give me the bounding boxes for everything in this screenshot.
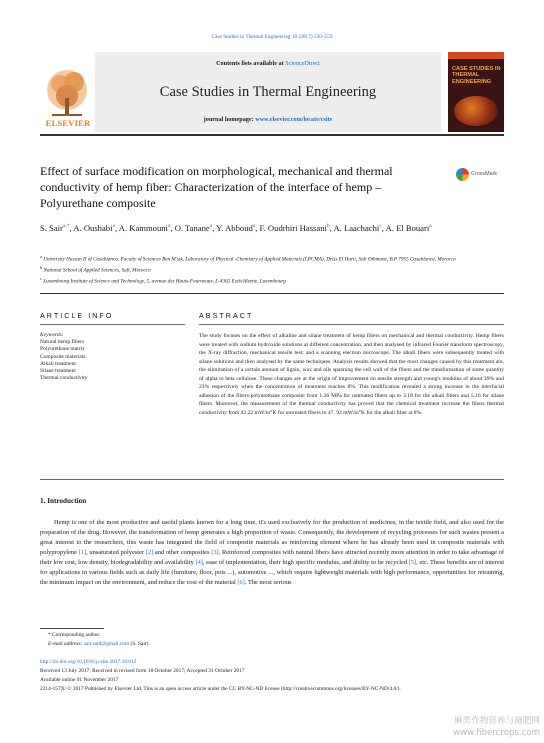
doi-link[interactable]: http://dx.doi.org/10.1016/j.csite.2017.10.012 [40,659,137,665]
author-affiliation-link[interactable]: a [429,223,432,229]
affiliation-item [40,264,504,275]
abstract-text: The study focuses on the effect of alkaline and silane treatment of hemp fibers on mechanical and thermal conductivity. Hemp fibers were treated with sodium hydroxide solutions at different concentration, and then analysed by infrared Fourier transform spectroscopy, the X-ray diffraction, mechanical tensile test; and a scanning electron microscope. The alkali fibers were subsequently treated with silane solutions and then analysed by the same techniques. Analysis results showed that the most changes caused by this treatment are, the elimination of a certain amount of lignin, wax and oils spanning the cell wall of the fibers and the transformation of some quantity of alpha to beta cellulose. These changes are at the origin of improvement on tensile strength and young's modulus of about 39% and 23% respectively when the concentration of treatment reaches 8%. This modification revealed a strong increase in the interfacial adhesion of the fibers-polyurethane composite from 1.26 MPa for untreated fibers up to 3.18 for the alkali fibers and 5.16 for silane fibers. Moreover, the measurement of the thermal conductivity has proved that the chemical treatment increase the fibers thermal conductivity from 42.22 mW/m°K for untreated fibers to 47, 92 mW/m°K for the alkali fiber at 8%. [199,333,504,416]
reference-link[interactable]: [1] [78,549,87,556]
author-affiliation-link[interactable]: c [379,223,382,229]
crossmark-label[interactable]: CrossMark [471,171,498,177]
contents-prefix: Contents lists available at [216,60,284,67]
homepage-label: journal homepage: [203,116,254,123]
keyword-item: Silane treatment [40,368,76,375]
intro-text: , ease of implementation, their high specific modulus, and ability to be recycled [202,559,409,566]
intro-text: . Reinforced composites with natural fibers have attracted recently more attention in order to take advantage of their low cost, low density, biodegradability and availability [40,549,504,566]
author-name: Y. Abboud [216,222,253,233]
elsevier-wordmark: ELSEVIER [45,118,91,128]
footnote-rule [40,628,104,629]
site-watermark [380,715,540,739]
reference-link[interactable]: [5] [408,559,417,566]
author-name: A. El Bouari [385,222,430,233]
affiliation-marker: b [40,265,43,271]
author-list: S. Sair$^{a,*}$, A. Oushabi$^a$, A. Kammouni$^a$, O. Tanane$^a$, Y. Abboud$^a$, F. Oudrhiri Hassani$^b$, A. Laachachi$^c$, A. El Bouari$^a$ [40,222,432,233]
contents-available [96,60,440,67]
introduction-heading: 1. Introduction [40,497,87,505]
affiliation-item [40,253,504,264]
received-dates: Received 13 July 2017; Received in revised form 18 October 2017; Accepted 31 October 2017 [40,668,245,674]
keyword-item: Natural hemp fibers [40,339,84,346]
cover-artwork [454,96,498,126]
author-affiliation-link[interactable]: a,* [62,223,70,229]
keywords-list [40,339,185,382]
intro-text: . The most serious [244,579,292,586]
affiliation-item [40,275,504,286]
keyword-item: Composite materials [40,353,86,360]
affiliation-text: University Hassan II of Casablanca, Faculty of Sciences Ben M'sik, Laboratory of Physical -Chemistry of Applied Materials (LPCMA), Driss El Harti, Sidi Othmane, B.P 7955 Casablanca, Morocco [41,256,456,263]
masthead-rule [40,134,504,136]
author-affiliation-link[interactable]: a [167,223,171,229]
keywords-block [40,332,185,382]
corresponding-author-note: * Corresponding author. [48,632,101,638]
keyword-item: Polyurethane matrix [40,346,85,353]
keyword-item: Thermal conductivity [40,375,88,382]
author-name: A. Kammouni [118,222,168,233]
introduction-paragraph [40,518,504,588]
affiliation-rule [40,293,504,294]
crossmark-icon[interactable] [456,168,469,181]
intro-text: , unsaturated polyester [86,549,146,556]
affiliations [40,253,504,286]
cover-stripe [448,52,504,59]
author-affiliation-link[interactable]: a [112,223,115,229]
author-name: A. Laachachi [333,222,380,233]
author-name: S. Sair [40,222,63,233]
abstract-rule [199,324,504,325]
homepage-link[interactable]: www.elsevier.com/locate/csite [255,116,333,123]
reference-link[interactable]: [4] [195,559,203,566]
author-name: F. Oudrhiri Hassani [259,222,327,233]
email-label: E-mail address: [48,641,83,647]
intro-text: Hemp is one of the most productive and useful plants known for a long time, it's used exclusively for the production of medicines, in the textile field, and also used for the preparation of the drug. However, the transformation of hemp generates a high proportion of waste. Consequently, the development of recycling processes for such wastes present a great interest to the researchers, this waste has integrated the field of composite materials as reinforcing element where he has already been used in composite materials with polypropylene [40,519,504,556]
journal-cover-image[interactable] [448,52,504,132]
license-note: 2214-157X/ © 2017 Published by Elsevier Ltd. This is an open access article under the CC BY-NC-ND license (http://creativecommons.org/licenses/BY-NC-ND/4.0/). [40,686,401,692]
email-note [48,641,150,647]
cover-title: CASE STUDIES IN THERMAL ENGINEERING [452,66,501,85]
sciencedirect-link[interactable]: ScienceDirect [285,60,320,67]
online-date: Available online 01 November 2017 [40,677,119,683]
author-affiliation-link[interactable]: a [252,223,256,229]
intro-text: , etc. These benefits are of interest for applications in various fields such as daily life (furniture, floor, pots ...), automotive ..., which require lightweight materials with high performance, opportunities for retraining, the minimum impact on the environment, and reduce the cost of the material [40,559,504,586]
journal-title: Case Studies in Thermal Engineering [159,84,377,100]
keyword-item: Alkali treatment [40,360,76,367]
abstract-bottom-rule [40,479,504,480]
author-name: O. Tanane [174,222,210,233]
email-suffix: (S. Sair). [130,641,150,647]
reference-link[interactable]: [6] [237,579,245,586]
watermark-line-2: www.fibercrops.com [453,728,540,738]
reference-link[interactable]: [2] [145,549,154,556]
watermark-line-1: 麻类作物营养与施肥网 [454,716,540,726]
abstract-label: ABSTRACT [199,311,254,320]
email-link[interactable]: sair.said@gmail.com [83,641,130,647]
journal-homepage [96,116,440,123]
keywords-heading: Keywords: [40,332,64,338]
intro-text: and other composites [153,549,212,556]
author-affiliation-link[interactable]: a [209,223,213,229]
affiliation-text: Luxembourg Institute of Science and Technology, 5, avenue des Hauts-Fourneaux, L-4362 Esch/Alzette, Luxembourg [41,279,286,286]
affiliation-marker: c [40,276,42,282]
author-affiliation-link[interactable]: b [326,223,330,229]
article-title: Effect of surface modification on morphological, mechanical and thermal conductivity of hemp fiber: Characterization of the interface of hemp –Polyurethane composite [40,164,393,210]
article-info-label: ARTICLE INFO [40,311,114,320]
affiliation-text: National School of Applied Sciences, Safi, Morocco [42,267,151,274]
article-info-rule [40,324,185,325]
affiliation-marker: a [40,254,42,259]
reference-link[interactable]: [3] [211,549,219,556]
journal-reference[interactable]: Case Studies in Thermal Engineering 10 (2017) 550–559 [211,34,333,40]
author-name: A. Oushabi [73,222,113,233]
